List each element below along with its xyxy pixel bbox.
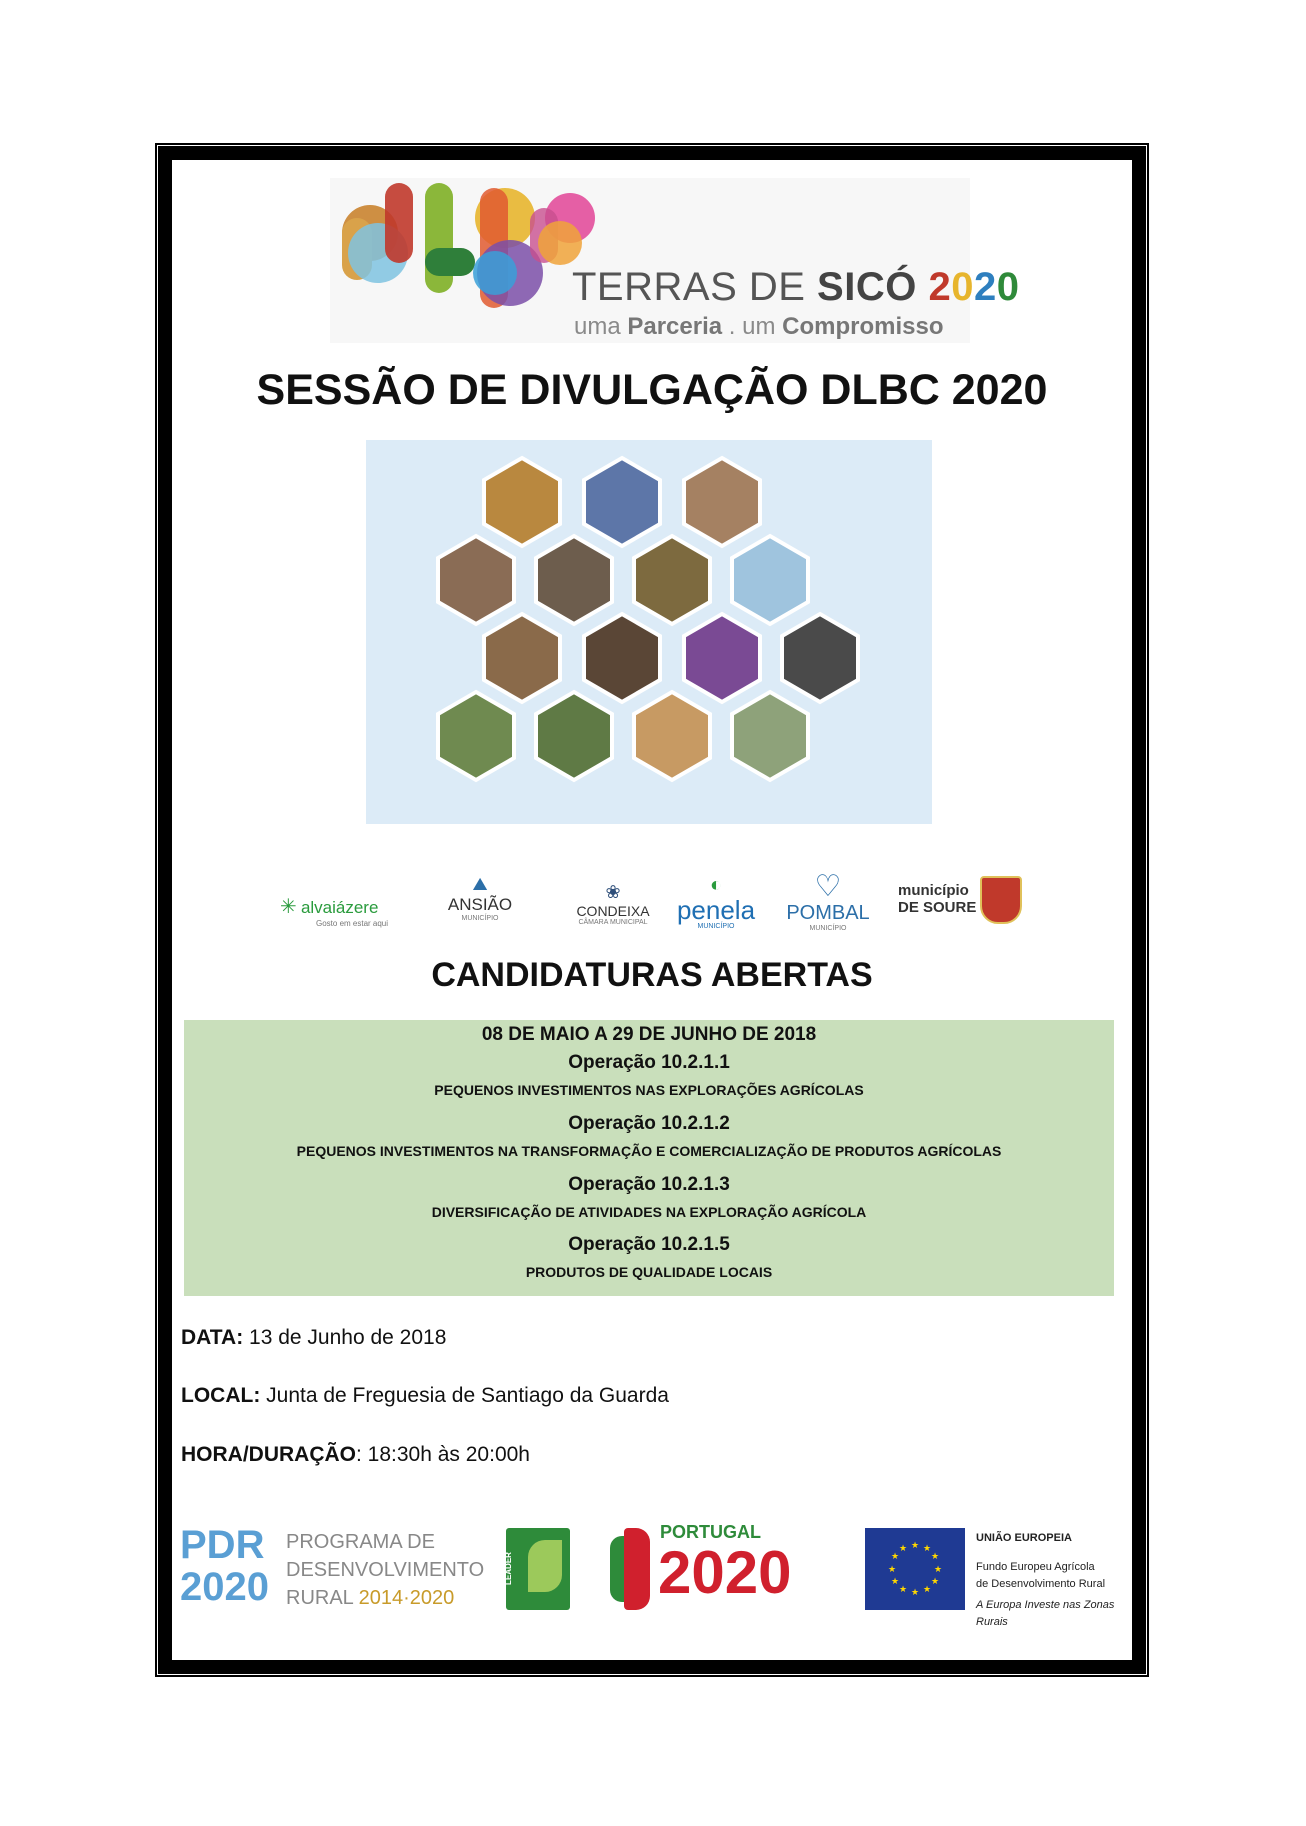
svg-text:★: ★ — [890, 1551, 900, 1561]
event-date: DATA: 13 de Junho de 2018 — [181, 1326, 447, 1349]
condeixa-logo: ❀ CONDEIXA CÂMARA MUNICIPAL — [576, 882, 650, 926]
portugal-year: 2020 — [658, 1539, 792, 1606]
brand-name: TERRAS DE SICÓ 2020 — [572, 265, 1020, 309]
operation-code: Operação 10.2.1.1 — [568, 1052, 730, 1073]
svg-text:★: ★ — [887, 1564, 897, 1574]
svg-text:★: ★ — [898, 1543, 908, 1553]
eu-flag-icon — [865, 1528, 965, 1610]
svg-text:★: ★ — [922, 1584, 932, 1594]
soure-coat-of-arms-icon — [980, 876, 1022, 924]
pombal-logo: ♡ POMBAL MUNICÍPIO — [786, 870, 870, 932]
svg-text:★: ★ — [930, 1576, 940, 1586]
svg-text:★: ★ — [910, 1540, 920, 1550]
penela-logo: ◐ penela MUNICÍPIO — [676, 874, 756, 930]
eu-text: UNIÃO EUROPEIA Fundo Europeu Agrícola de Desenvolvimento Rural A Europa Investe nas Zonas Rurais — [976, 1532, 1115, 1628]
svg-text:★: ★ — [922, 1543, 932, 1553]
portugal-label: PORTUGAL — [660, 1522, 761, 1542]
pdr2020-logo: PDR 2020 — [180, 1523, 269, 1609]
operations-box — [184, 1020, 1114, 1296]
operation-description: PEQUENOS INVESTIMENTOS NA TRANSFORMAÇÃO E COMERCIALIZAÇÃO DE PRODUTOS AGRÍCOLAS — [296, 1143, 1002, 1159]
footer-logos — [180, 1518, 1120, 1628]
operation-description: PEQUENOS INVESTIMENTOS NAS EXPLORAÇÕES AGRÍCOLAS — [434, 1082, 864, 1098]
eu-stars — [865, 1528, 965, 1610]
leaf-icon — [528, 1540, 562, 1592]
svg-text:★: ★ — [898, 1584, 908, 1594]
municipality-logos — [270, 868, 1030, 938]
ansiao-logo: ⛰ ANSIÃO MUNICÍPIO — [447, 874, 513, 922]
section-heading: CANDIDATURAS ABERTAS — [431, 956, 873, 994]
operation-code: Operação 10.2.1.3 — [568, 1174, 730, 1195]
page-title: SESSÃO DE DIVULGAÇÃO DLBC 2020 — [256, 366, 1048, 414]
svg-text:★: ★ — [910, 1587, 920, 1597]
alvaiazere-logo: ✳ alvaiázere Gosto em estar aqui — [280, 896, 389, 928]
leader-logo: LEADER — [506, 1528, 570, 1610]
hexagon-photos — [366, 440, 932, 824]
pdr-text: PROGRAMA DE DESENVOLVIMENTO RURAL 2014·2020 — [286, 1531, 485, 1609]
portugal-flag-icon — [610, 1528, 650, 1610]
svg-text:★: ★ — [933, 1564, 943, 1574]
period: 08 DE MAIO A 29 DE JUNHO DE 2018 — [481, 1024, 817, 1045]
operation-code: Operação 10.2.1.2 — [568, 1113, 730, 1134]
photo-collage — [366, 440, 932, 824]
event-location: LOCAL: Junta de Freguesia de Santiago da Guarda — [181, 1384, 669, 1407]
operation-code: Operação 10.2.1.5 — [568, 1234, 730, 1255]
event-time: HORA/DURAÇÃO: 18:30h às 20:00h — [181, 1443, 530, 1466]
brand-tagline: uma Parceria . um Compromisso — [574, 313, 944, 340]
svg-text:★: ★ — [930, 1551, 940, 1561]
operation-description: PRODUTOS DE QUALIDADE LOCAIS — [525, 1264, 773, 1280]
operation-description: DIVERSIFICAÇÃO DE ATIVIDADES NA EXPLORAÇÃO AGRÍCOLA — [431, 1204, 867, 1220]
svg-text:★: ★ — [890, 1576, 900, 1586]
soure-logo: município DE SOURE — [898, 882, 977, 916]
